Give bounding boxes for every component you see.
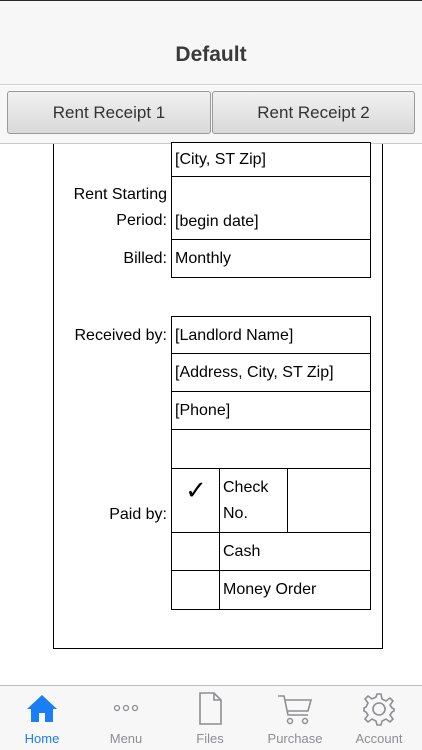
tab-home-label: Home: [24, 731, 60, 746]
money-order-label: Money Order: [223, 581, 317, 598]
rent-receipt-2-button[interactable]: Rent Receipt 2: [212, 91, 415, 134]
tab-menu-label: Menu: [109, 731, 143, 746]
cart-icon: [275, 691, 315, 727]
landlord-phone-text: [Phone]: [175, 402, 231, 419]
tenant-city-state-zip-text: [City, ST Zip]: [175, 150, 266, 168]
check-label: Check: [223, 479, 269, 496]
receipt-selector: [0, 86, 422, 144]
gear-icon: [361, 691, 397, 727]
receipt-document: [53, 144, 383, 649]
page-title: Default: [175, 43, 247, 66]
tab-purchase[interactable]: [253, 686, 337, 750]
tab-account-label: Account: [355, 731, 403, 746]
tab-bar: [0, 685, 422, 750]
home-icon: [25, 691, 59, 725]
begin-date-field[interactable]: [171, 176, 371, 241]
landlord-address-field[interactable]: [171, 353, 371, 393]
blank-field[interactable]: [171, 429, 371, 470]
rent-receipt-1-button[interactable]: Rent Receipt 1: [7, 91, 211, 134]
money-order-checkbox[interactable]: [171, 570, 221, 610]
tab-files[interactable]: [168, 686, 252, 750]
period-label: Period:: [116, 212, 167, 229]
tab-menu[interactable]: [84, 686, 168, 750]
more-icon: [109, 691, 143, 725]
billed-field[interactable]: [171, 239, 371, 278]
landlord-address-text: [Address, City, ST Zip]: [175, 364, 334, 381]
paid-by-label: Paid by:: [109, 506, 167, 523]
tab-files-label: Files: [196, 731, 224, 746]
begin-date-text: [begin date]: [175, 213, 259, 230]
billed-label: Billed:: [123, 250, 167, 267]
billed-text: Monthly: [175, 249, 232, 267]
navigation-bar: [0, 1, 422, 85]
cash-checkbox[interactable]: [171, 532, 221, 572]
money-order-option: [219, 570, 371, 610]
tab-purchase-label: Purchase: [267, 731, 323, 746]
tab-account[interactable]: [337, 686, 421, 750]
check-checkbox[interactable]: [171, 468, 221, 534]
landlord-name-text: [Landlord Name]: [175, 326, 294, 344]
checkmark-icon: ✓: [185, 475, 207, 505]
check-number-field[interactable]: [287, 468, 371, 534]
cash-option: [219, 532, 371, 572]
check-no-label: No.: [223, 505, 248, 522]
tenant-city-state-zip-field[interactable]: [171, 142, 371, 177]
received-by-label: Received by:: [74, 327, 167, 344]
check-option: [219, 468, 289, 534]
landlord-name-field[interactable]: [171, 316, 371, 355]
cash-label: Cash: [223, 543, 261, 560]
landlord-phone-field[interactable]: [171, 391, 371, 431]
file-icon: [193, 691, 227, 727]
tab-home[interactable]: [0, 686, 84, 750]
rent-starting-label: Rent Starting: [73, 186, 167, 203]
